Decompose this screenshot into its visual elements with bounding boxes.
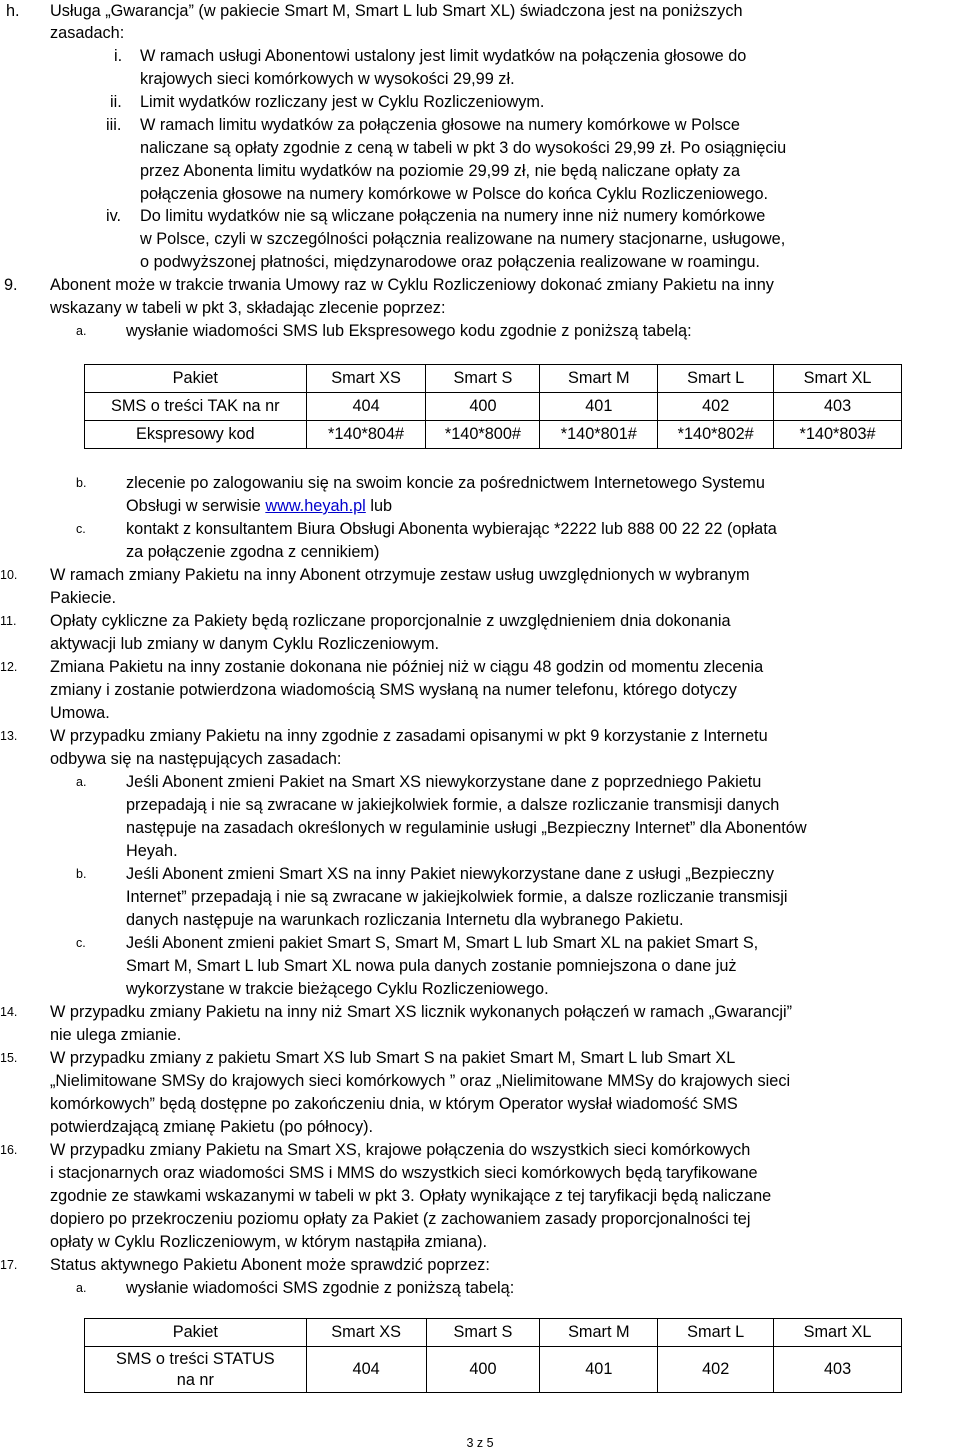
- item-label: b.: [76, 867, 87, 881]
- table-cell: *140*801#: [540, 421, 658, 449]
- item-label: 12.: [0, 660, 18, 674]
- item-label: iii.: [106, 116, 122, 134]
- text-line: Zmiana Pakietu na inny zostanie dokonana nie później niż w ciągu 48 godzin od momentu zlecenia: [50, 658, 764, 676]
- text-line: W przypadku zmiany Pakietu na inny zgodnie z zasadami opisanymi w pkt 9 korzystanie z Internetu: [50, 727, 768, 745]
- text-line: zgodnie ze stawkami wskazanymi w tabeli w pkt 3. Opłaty wynikające z tej taryfikacji będą naliczane: [50, 1187, 772, 1205]
- table-cell: 404: [306, 1347, 426, 1393]
- table-cell: Smart S: [426, 1319, 540, 1347]
- text-fragment: Obsługi w serwisie: [126, 497, 266, 515]
- table-cell: 402: [658, 393, 774, 421]
- item-label: b.: [76, 476, 87, 490]
- text-line: aktywacji lub zmiany w danym Cyklu Rozliczeniowym.: [50, 635, 440, 653]
- table-cell: 402: [658, 1347, 774, 1393]
- text-line: W przypadku zmiany Pakietu na Smart XS, krajowe połączenia do wszystkich sieci komórkowych: [50, 1141, 751, 1159]
- table-cell: Pakiet: [85, 365, 307, 393]
- table-cell: [85, 1347, 307, 1393]
- table-cell: 401: [540, 393, 658, 421]
- text-line: komórkowych” będą dostępne po zakończeniu dnia, w którym Operator wysłał wiadomość SMS: [50, 1095, 738, 1113]
- text-fragment: lub: [365, 497, 393, 515]
- page-number: 3 z 5: [466, 1436, 494, 1450]
- text-line: Opłaty cykliczne za Pakiety będą rozliczane proporcjonalnie z uwzględnieniem dnia dokonania: [50, 612, 731, 630]
- item-label: c.: [76, 936, 86, 950]
- text-line: przez Abonenta limitu wydatków na poziomie 29,99 zł, nie będą naliczane opłaty za: [140, 162, 741, 180]
- heyah-link[interactable]: www.heyah.pl: [265, 497, 366, 515]
- item-label: c.: [76, 522, 86, 536]
- text-line: zlecenie po zalogowaniu się na swoim koncie za pośrednictwem Internetowego Systemu: [126, 474, 765, 492]
- item-label: 16.: [0, 1143, 18, 1157]
- table-row: [85, 393, 902, 421]
- text-line: danych następuje na warunkach rozliczania Internetu dla wybranego Pakietu.: [126, 911, 684, 929]
- text-line: przepadają i nie są zwracane w jakiejkolwiek formie, a dalsze rozliczanie transmisji danych: [126, 796, 780, 814]
- table-cell: Smart XS: [306, 1319, 426, 1347]
- item-label: ii.: [110, 93, 122, 111]
- table-cell: Smart M: [540, 365, 658, 393]
- text-line: Jeśli Abonent zmieni pakiet Smart S, Smart M, Smart L lub Smart XL na pakiet Smart S,: [126, 934, 759, 952]
- table-row: [85, 1347, 902, 1393]
- status-check-table: [84, 1318, 902, 1393]
- table-cell: 401: [540, 1347, 658, 1393]
- item-label: 15.: [0, 1051, 18, 1065]
- text-line: Umowa.: [50, 704, 110, 722]
- text-line: W ramach zmiany Pakietu na inny Abonent otrzymuje zestaw usług uwzględnionych w wybranym: [50, 566, 750, 584]
- text-line: Internet” przepadają i nie są zwracane w jakiejkolwiek formie, a dalsze rozliczanie transmisji: [126, 888, 788, 906]
- table-header-row: [85, 1319, 902, 1347]
- text-line: Jeśli Abonent zmieni Smart XS na inny Pakiet niewykorzystane dane z usługi „Bezpieczny: [126, 865, 774, 883]
- text-line: Pakiecie.: [50, 589, 117, 607]
- text-line: wysłanie wiadomości SMS zgodnie z poniższą tabelą:: [126, 1279, 515, 1297]
- table-cell: *140*800#: [426, 421, 540, 449]
- table-cell: Smart XL: [774, 365, 902, 393]
- text-line: odbywa się na następujących zasadach:: [50, 750, 342, 768]
- table-cell: *140*804#: [306, 421, 426, 449]
- text-line: W ramach limitu wydatków za połączenia głosowe na numery komórkowe w Polsce: [140, 116, 740, 134]
- text-line: Smart M, Smart L lub Smart XL nowa pula danych zostanie pomniejszona o dane już: [126, 957, 737, 975]
- table-cell: *140*802#: [658, 421, 774, 449]
- text-line: wykorzystane w trakcie bieżącego Cyklu Rozliczeniowego.: [126, 980, 549, 998]
- item-label: a.: [76, 1281, 87, 1295]
- cell-line: na nr: [176, 1370, 214, 1389]
- item-label: 14.: [0, 1005, 18, 1019]
- item-label: 11.: [0, 614, 17, 628]
- text-line: kontakt z konsultantem Biura Obsługi Abonenta wybierając *2222 lub 888 00 22 22 (opłata: [126, 520, 777, 538]
- table-cell: Pakiet: [85, 1319, 307, 1347]
- text-line: o podwyższonej płatności, międzynarodowe oraz połączenia realizowane w roamingu.: [140, 253, 760, 271]
- item-label: 10.: [0, 568, 18, 582]
- item-label: 9.: [4, 276, 18, 294]
- text-line: Usługa „Gwarancja” (w pakiecie Smart M, Smart L lub Smart XL) świadczona jest na poniższych: [50, 2, 743, 20]
- text-line: opłaty w Cyklu Rozliczeniowym, w którym nastąpiła zmiana).: [50, 1233, 488, 1251]
- text-line: [126, 495, 392, 518]
- text-line: krajowych sieci komórkowych w wysokości 29,99 zł.: [140, 70, 515, 88]
- table-cell: *140*803#: [774, 421, 902, 449]
- text-line: W ramach usługi Abonentowi ustalony jest limit wydatków na połączenia głosowe do: [140, 47, 747, 65]
- item-label: a.: [76, 324, 87, 338]
- text-line: potwierdzającą zmianę Pakietu (po północy).: [50, 1118, 374, 1136]
- text-line: i stacjonarnych oraz wiadomości SMS i MMS do wszystkich sieci komórkowych będą taryfikowane: [50, 1164, 758, 1182]
- item-label: iv.: [106, 207, 122, 225]
- table-cell: Smart S: [426, 365, 540, 393]
- text-line: następuje na zasadach określonych w regulaminie usługi „Bezpieczny Internet” dla Abonentów: [126, 819, 807, 837]
- text-line: „Nielimitowane SMSy do krajowych sieci komórkowych ” oraz „Nielimitowane MMSy do krajowych sieci: [50, 1072, 791, 1090]
- text-line: Status aktywnego Pakietu Abonent może sprawdzić poprzez:: [50, 1256, 490, 1274]
- table-cell: 404: [306, 393, 426, 421]
- text-line: Jeśli Abonent zmieni Pakiet na Smart XS niewykorzystane dane z poprzedniego Pakietu: [126, 773, 762, 791]
- table-cell: Smart XL: [774, 1319, 902, 1347]
- item-label: 17.: [0, 1258, 18, 1272]
- text-line: zasadach:: [50, 24, 125, 42]
- item-label: h.: [6, 2, 20, 20]
- cell-line: SMS o treści STATUS: [116, 1349, 275, 1368]
- text-line: Abonent może w trakcie trwania Umowy raz w Cyklu Rozliczeniowy dokonać zmiany Pakietu na inny: [50, 276, 774, 294]
- text-line: Do limitu wydatków nie są wliczane połączenia na numery inne niż numery komórkowe: [140, 207, 766, 225]
- package-change-table: [84, 364, 902, 449]
- item-label: a.: [76, 775, 87, 789]
- table-cell: SMS o treści TAK na nr: [85, 393, 307, 421]
- table-cell: 403: [774, 393, 902, 421]
- text-line: wysłanie wiadomości SMS lub Ekspresowego kodu zgodnie z poniższą tabelą:: [126, 322, 692, 340]
- table-cell: 403: [774, 1347, 902, 1393]
- table-cell: Smart M: [540, 1319, 658, 1347]
- text-line: Limit wydatków rozliczany jest w Cyklu Rozliczeniowym.: [140, 93, 545, 111]
- text-line: Heyah.: [126, 842, 178, 860]
- text-line: W przypadku zmiany Pakietu na inny niż Smart XS licznik wykonanych połączeń w ramach „Gwarancji”: [50, 1003, 792, 1021]
- table-cell: 400: [426, 1347, 540, 1393]
- text-line: zmiany i zostanie potwierdzona wiadomością SMS wysłaną na numer telefonu, którego dotyczy: [50, 681, 737, 699]
- text-line: naliczane są opłaty zgodnie z ceną w tabeli w pkt 3 do wysokości 29,99 zł. Po osiągnięciu: [140, 139, 787, 157]
- table-cell: Smart L: [658, 365, 774, 393]
- text-line: W przypadku zmiany z pakietu Smart XS lub Smart S na pakiet Smart M, Smart L lub Smart XL: [50, 1049, 736, 1067]
- item-label: i.: [114, 47, 123, 65]
- text-line: połączenia głosowe na numery komórkowe w Polsce do końca Cyklu Rozliczeniowego.: [140, 185, 769, 203]
- text-line: w Polsce, czyli w szczególności połącznia realizowane na numery stacjonarne, usługowe,: [140, 230, 786, 248]
- table-header-row: [85, 365, 902, 393]
- text-line: dopiero po przekroczeniu poziomu opłaty za Pakiet (z zachowaniem zasady proporcjonalności tej: [50, 1210, 751, 1228]
- table-cell: 400: [426, 393, 540, 421]
- table-cell: Smart L: [658, 1319, 774, 1347]
- text-line: za połączenie zgodna z cennikiem): [126, 543, 380, 561]
- table-cell: Ekspresowy kod: [85, 421, 307, 449]
- table-cell: Smart XS: [306, 365, 426, 393]
- text-line: nie ulega zmianie.: [50, 1026, 182, 1044]
- text-line: wskazany w tabeli w pkt 3, składając zlecenie poprzez:: [50, 299, 446, 317]
- table-row: [85, 421, 902, 449]
- item-label: 13.: [0, 729, 18, 743]
